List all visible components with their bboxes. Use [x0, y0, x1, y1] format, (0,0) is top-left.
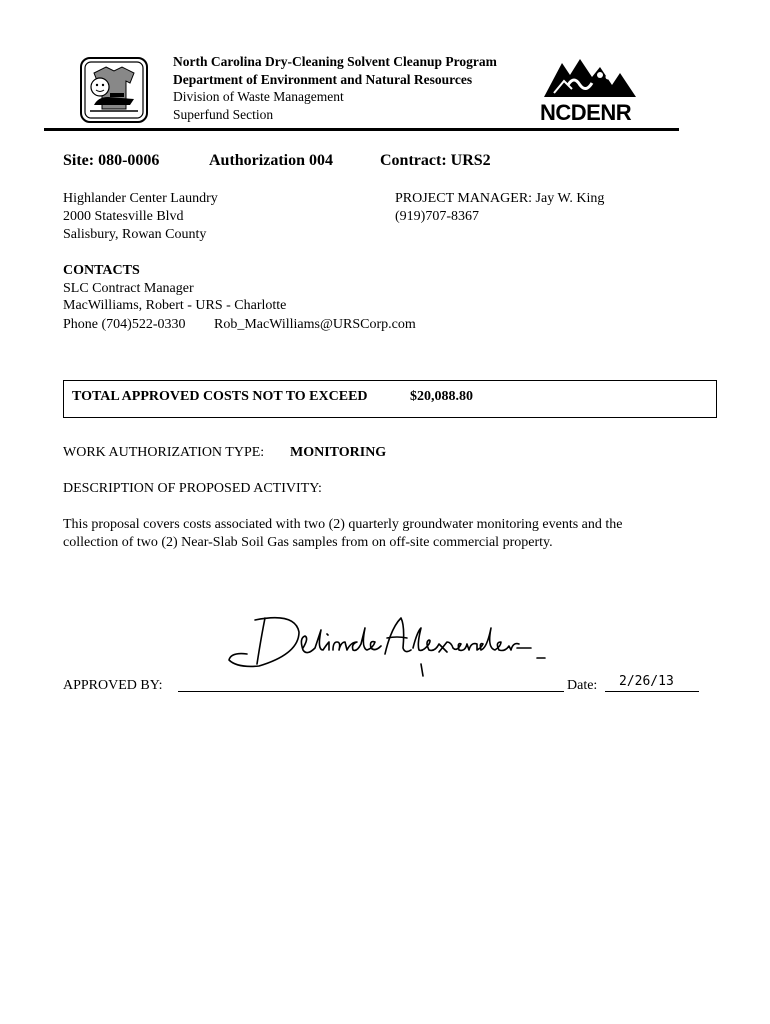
header-rule [44, 128, 679, 131]
header-department: Department of Environment and Natural Resources [173, 71, 473, 87]
date-line [605, 691, 699, 692]
work-type-value: MONITORING [290, 445, 387, 460]
ncdenr-logo [540, 55, 640, 125]
approved-by-line [178, 691, 564, 692]
date-label: Date: [567, 678, 598, 693]
header-section: Superfund Section [173, 106, 274, 122]
site-street: 2000 Statesville Blvd [63, 209, 184, 224]
description-line-1: This proposal covers costs associated with two (2) quarterly groundwater monitoring events and the [63, 517, 623, 532]
contact-name: MacWilliams, Robert - URS - Charlotte [63, 298, 287, 313]
project-manager: PROJECT MANAGER: Jay W. King [395, 191, 605, 206]
authorization-number: Authorization 004 [209, 152, 333, 169]
contact-email: Rob_MacWilliams@URSCorp.com [214, 317, 416, 332]
site-name: Highlander Center Laundry [63, 191, 218, 206]
project-manager-phone: (919)707-8367 [395, 209, 479, 224]
cost-label: TOTAL APPROVED COSTS NOT TO EXCEED [72, 389, 368, 404]
cost-amount: $20,088.80 [410, 389, 473, 404]
contact-role: SLC Contract Manager [63, 281, 194, 296]
site-number: Site: 080-0006 [63, 152, 160, 169]
contract-number: Contract: URS2 [380, 152, 491, 169]
ncdenr-logo-text: NCDENR [540, 100, 632, 125]
signature [225, 608, 550, 680]
header-division: Division of Waste Management [173, 89, 344, 104]
contact-phone: Phone (704)522-0330 [63, 317, 186, 332]
approved-by-label: APPROVED BY: [63, 678, 163, 693]
description-label: DESCRIPTION OF PROPOSED ACTIVITY: [63, 481, 322, 496]
program-logo [80, 57, 148, 123]
site-city: Salisbury, Rowan County [63, 227, 207, 242]
work-type-label: WORK AUTHORIZATION TYPE: [63, 445, 265, 460]
header-program: North Carolina Dry-Cleaning Solvent Cleanup Program [173, 54, 497, 69]
description-line-2: collection of two (2) Near-Slab Soil Gas samples from on off-site commercial property. [63, 535, 553, 550]
date-value: 2/26/13 [619, 674, 674, 689]
contacts-heading: CONTACTS [63, 263, 140, 278]
